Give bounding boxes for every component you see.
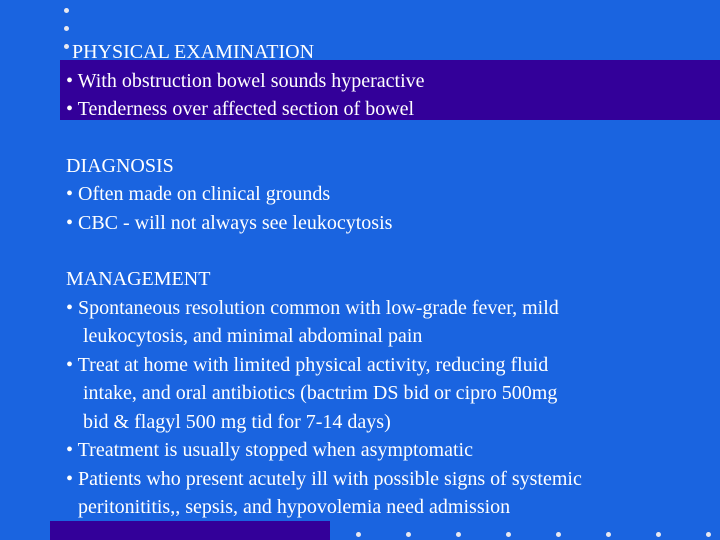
diagnosis-heading: DIAGNOSIS: [66, 154, 174, 177]
decorative-dot: [64, 8, 69, 13]
decorative-dot: [356, 532, 361, 537]
decorative-dot: [706, 532, 711, 537]
management-bullet-continuation: bid & flagyl 500 mg tid for 7-14 days): [83, 410, 391, 433]
decorative-dot: [456, 532, 461, 537]
management-bullet: • Spontaneous resolution common with low-grade fever, mild: [66, 296, 559, 319]
decorative-dot: [656, 532, 661, 537]
physical-exam-bullet: • Tenderness over affected section of bowel: [66, 98, 415, 120]
management-bullet-continuation: peritonititis,, sepsis, and hypovolemia need admission: [78, 496, 511, 518]
decorative-dot: [506, 532, 511, 537]
management-bullet-continuation: leukocytosis, and minimal abdominal pain: [83, 325, 423, 347]
management-heading: MANAGEMENT: [66, 268, 211, 290]
physical-exam-bullet: • With obstruction bowel sounds hyperactive: [66, 69, 425, 92]
diagnosis-bullet: • Often made on clinical grounds: [66, 183, 331, 205]
decorative-dot: [406, 532, 411, 537]
bottom-accent-band: [50, 521, 330, 540]
physical-exam-heading: PHYSICAL EXAMINATION: [72, 41, 315, 63]
decorative-dot: [556, 532, 561, 537]
diagnosis-bullet: • CBC - will not always see leukocytosis: [66, 211, 393, 234]
slide-content: [66, 38, 706, 522]
management-bullet: • Treat at home with limited physical activity, reducing fluid: [66, 353, 549, 376]
decorative-dot: [64, 26, 69, 31]
decorative-dot: [606, 532, 611, 537]
management-bullet: • Patients who present acutely ill with possible signs of systemic: [66, 467, 582, 490]
management-bullet-continuation: intake, and oral antibiotics (bactrim DS bid or cipro 500mg: [83, 382, 558, 404]
management-bullet: • Treatment is usually stopped when asymptomatic: [66, 439, 473, 461]
